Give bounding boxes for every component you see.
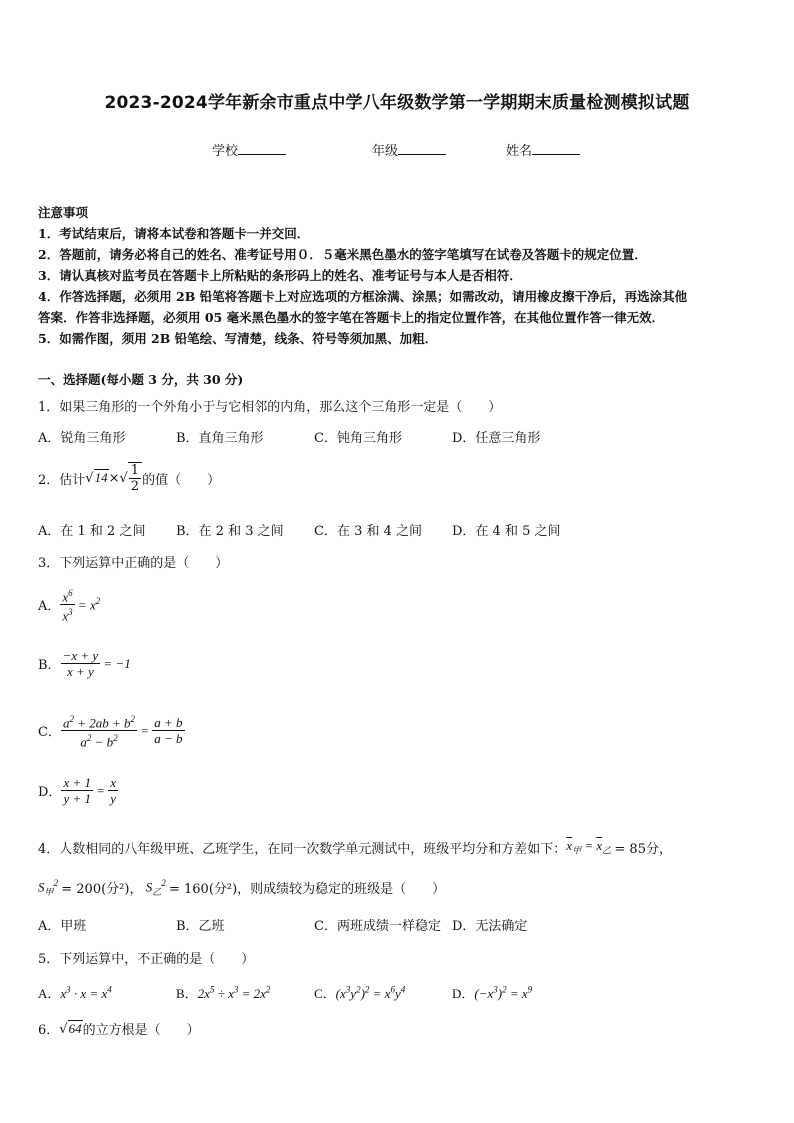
q2-option-a: A．在 1 和 2 之间 — [38, 524, 146, 539]
q1-option-d: D．任意三角形 — [452, 431, 541, 446]
question-5-stem: 5．下列运算中，不正确的是（ ） — [38, 952, 255, 967]
sqrt-14: √14 — [85, 470, 108, 486]
name-blank — [532, 142, 580, 155]
q2-option-d: D．在 4 和 5 之间 — [452, 524, 561, 539]
q3-option-d: D． $\frac{x + 1}{y + 1}$ = $\frac{x}{y}$ — [38, 775, 117, 806]
q4-option-d: D．无法确定 — [452, 919, 528, 934]
q5-option-b: B．$2x^5 \div x^3 = 2x^2$ — [176, 984, 271, 1001]
sqrt-64: √64 — [59, 1020, 82, 1037]
q4-option-c: C．两班成绩一样稳定 — [314, 919, 441, 934]
q4-option-a: A．甲班 — [38, 919, 87, 934]
q2-suffix: 的值（ ） — [142, 472, 221, 488]
notice-item: 2．答题前，请务必将自己的姓名、准考证号用０．５毫米黑色墨水的签字笔填写在试卷及答题卡的规定位置． — [38, 247, 647, 262]
notice-item: 1．考试结束后，请将本试卷和答题卡一并交回． — [38, 226, 310, 241]
question-2-stem — [38, 462, 220, 494]
q2-option-c: C．在 3 和 4 之间 — [314, 524, 423, 539]
notice-item: 5．如需作图，须用 2B 铅笔绘、写清楚，线条、符号等须加黑、加粗． — [38, 331, 438, 346]
q2-option-b: B．在 2 和 3 之间 — [176, 524, 284, 539]
school-field — [212, 140, 286, 159]
q3-option-c: C． $\frac{a^2 + 2ab + b^2}{a^2 - b^2}$ = $\frac{a + b}{a - b}$ — [38, 714, 183, 750]
q1-option-a: A．锐角三角形 — [38, 431, 126, 446]
question-4-stem: 4．人数相同的八年级甲班、乙班学生，在同一次数学单元测试中，班级平均分和方差如下： $\overline{x}_甲 = \overline{x}_乙$ = 85分， — [38, 838, 672, 857]
q1-option-c: C．钝角三角形 — [314, 431, 402, 446]
notice-item: 4．作答选择题，必须用 2B 铅笔将答题卡上对应选项的方框涂满、涂黑；如需改动，请用橡皮擦干净后，再选涂其他 — [38, 289, 688, 304]
grade-field — [372, 140, 446, 159]
school-label: 学校 — [212, 144, 239, 159]
q3-option-b: B． $\frac{-x + y}{x + y}$ = −1 — [38, 648, 131, 679]
page-title: 2023-2024学年新余市重点中学八年级数学第一学期期末质量检测模拟试题 — [104, 93, 690, 113]
q4-option-b: B．乙班 — [176, 919, 225, 934]
q5-option-c: C．$(x^3y^2)^2 = x^6y^4$ — [314, 984, 406, 1001]
q3-option-a: A． $\frac{x^6}{x^3}$ = $x^2$ — [38, 588, 101, 624]
q2-prefix: 2．估计 — [38, 472, 86, 488]
question-1-stem: 1．如果三角形的一个外角小于与它相邻的内角，那么这个三角形一定是（ ） — [38, 400, 502, 415]
notice-heading: 注意事项 — [38, 205, 89, 220]
sqrt-half: √ $\frac{1}{2}$ — [119, 462, 142, 494]
q1-option-b: B．直角三角形 — [176, 431, 264, 446]
q5-option-d: D．$(-x^3)^2 = x^9$ — [452, 984, 533, 1001]
notice-item: 答案．作答非选择题，必须用 05 毫米黑色墨水的签字笔在答题卡上的指定位置作答，在其他位置作答一律无效． — [38, 310, 665, 325]
times-sign: × — [108, 470, 120, 486]
notice-item: 3．请认真核对监考员在答题卡上所粘贴的条形码上的姓名、准考证号与本人是否相符． — [38, 268, 522, 283]
question-3-stem: 3．下列运算中正确的是（ ） — [38, 556, 229, 571]
name-label: 姓名 — [506, 144, 533, 159]
school-blank — [238, 142, 286, 155]
q4-variance-line: $S_甲^2$ = 200(分²)， $S_乙^2$ = 160(分²)，则成绩较为稳定的班级是（ ） — [38, 878, 446, 898]
question-6-stem: 6． √64 的立方根是（ ） — [38, 1020, 200, 1038]
q5-option-a: A．$x^3 \cdot x = x^4$ — [38, 984, 112, 1001]
grade-label: 年级 — [372, 144, 399, 159]
section-heading: 一、选择题(每小题 3 分，共 30 分) — [38, 372, 244, 387]
name-field — [506, 140, 580, 159]
grade-blank — [398, 142, 446, 155]
